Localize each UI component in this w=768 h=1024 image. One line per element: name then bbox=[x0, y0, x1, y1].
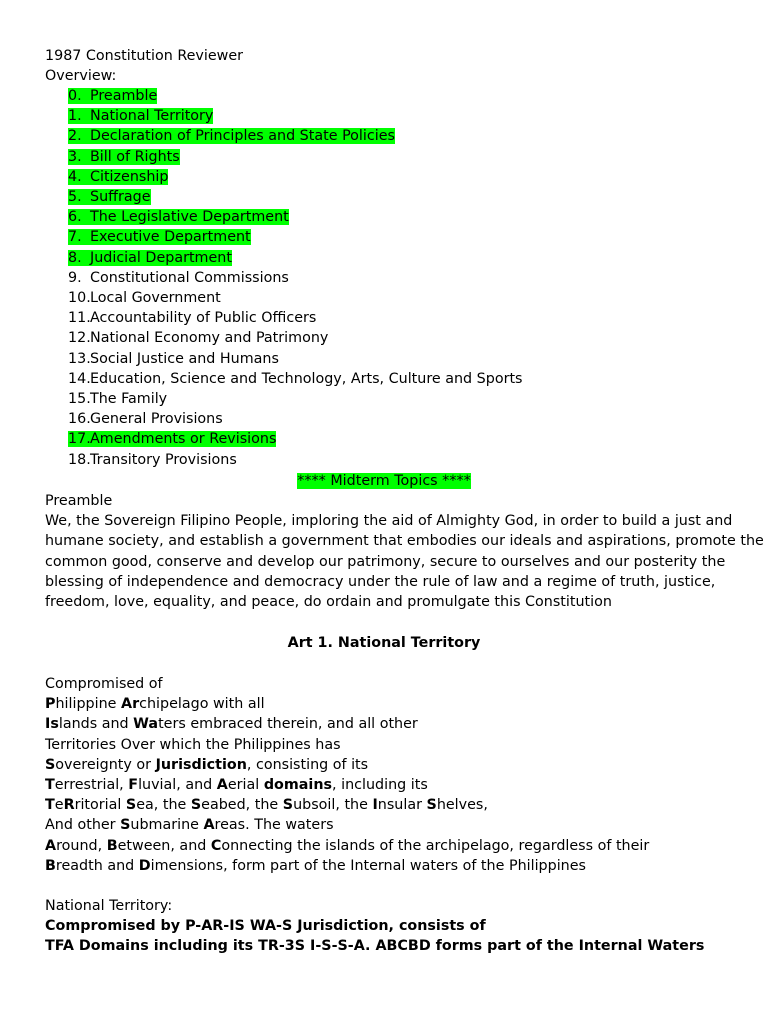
item-text-wrap bbox=[68, 371, 523, 387]
overview-item-label: Bill of Rights bbox=[90, 148, 180, 165]
overview-item-label: Transitory Provisions bbox=[90, 451, 237, 468]
mnemonic-text: , including its bbox=[332, 777, 428, 793]
preamble-line: humane society, and establish a government that embodies our ideals and aspirations, promote the bbox=[45, 533, 764, 550]
item-text-wrap bbox=[68, 351, 279, 367]
overview-item-label: Local Government bbox=[90, 290, 221, 306]
mnemonic-key-letters: F bbox=[128, 777, 139, 793]
overview-item-label: Amendments or Revisions bbox=[90, 431, 277, 448]
mnemonic-line bbox=[45, 735, 341, 755]
item-text-wrap bbox=[68, 270, 289, 286]
overview-item-label: National Economy and Patrimony bbox=[90, 330, 329, 347]
overview-item-label: Judicial Department bbox=[90, 249, 232, 266]
midterm-topics-banner bbox=[0, 471, 768, 491]
overview-item bbox=[68, 369, 523, 389]
mnemonic-key-letters: C bbox=[210, 837, 222, 854]
mnemonic-text: ubsoil, the bbox=[293, 797, 373, 814]
mnemonic-line bbox=[45, 836, 649, 856]
overview-item-number: 2. bbox=[68, 128, 82, 145]
preamble-line: blessing of independence and democracy under the rule of law and a regime of truth, justice, bbox=[45, 573, 716, 590]
mnemonic-key-letters: Is bbox=[45, 716, 59, 733]
mnemonic-text: onnecting the islands of the archipelago, regardless of their bbox=[221, 837, 650, 854]
mnemonic-text: e bbox=[54, 797, 64, 814]
overview-item-label: Social Justice and Humans bbox=[90, 350, 279, 367]
overview-item bbox=[68, 187, 151, 207]
highlighted-item bbox=[68, 108, 213, 124]
mnemonic-key-letters: T bbox=[45, 797, 55, 814]
mnemonic-text: luvial, and bbox=[138, 777, 217, 793]
mnemonic-text: lands and bbox=[58, 716, 134, 733]
article1-heading: Art 1. National Territory bbox=[287, 635, 481, 651]
overview-item-number: 5. bbox=[68, 189, 82, 205]
highlighted-item bbox=[68, 250, 232, 266]
mnemonic-text: , consisting of its bbox=[246, 756, 369, 773]
overview-item bbox=[68, 227, 251, 247]
overview-item bbox=[68, 328, 328, 348]
item-text-wrap bbox=[68, 411, 223, 427]
mnemonic-line bbox=[45, 775, 428, 795]
mnemonic-text: And other bbox=[45, 817, 121, 834]
overview-item-number: 9. bbox=[68, 269, 82, 286]
mnemonic-key-letters: B bbox=[106, 837, 118, 854]
mnemonic-key-letters: S bbox=[426, 797, 437, 814]
overview-item bbox=[68, 389, 167, 409]
preamble-line: common good, conserve and develop our patrimony, secure to ourselves and our posterity the bbox=[45, 553, 726, 570]
overview-item-number: 1. bbox=[68, 108, 82, 125]
overview-item-label: The Family bbox=[90, 391, 168, 407]
overview-item-label: Suffrage bbox=[90, 189, 151, 205]
mnemonic-text: errestrial, bbox=[54, 777, 129, 793]
overview-item-number: 11. bbox=[68, 310, 91, 327]
mnemonic-text: ritorial bbox=[74, 797, 126, 814]
item-text-wrap bbox=[68, 310, 316, 326]
mnemonic-text: ubmarine bbox=[130, 817, 204, 834]
preamble-heading: Preamble bbox=[45, 493, 113, 509]
item-text-wrap bbox=[68, 290, 221, 306]
mnemonic-key-letters: B bbox=[45, 857, 56, 874]
mnemonic-line bbox=[45, 694, 265, 714]
overview-item bbox=[68, 167, 168, 187]
overview-item-label: Constitutional Commissions bbox=[90, 269, 289, 286]
mnemonic-key-letters: S bbox=[125, 797, 137, 814]
overview-item bbox=[68, 207, 289, 227]
mnemonic-text: ea, the bbox=[136, 797, 191, 814]
mnemonic-key-letters: A bbox=[45, 837, 57, 854]
overview-item-number: 0. bbox=[68, 88, 82, 104]
overview-item-number: 7. bbox=[68, 229, 82, 246]
mnemonic-key-letters: Wa bbox=[133, 716, 159, 733]
mnemonic-key-letters: S bbox=[120, 817, 131, 834]
mnemonic-line bbox=[45, 795, 488, 815]
mnemonic-key-letters: A bbox=[203, 817, 215, 834]
mnemonic-key-letters: S bbox=[282, 797, 294, 814]
mnemonic-text: etween, and bbox=[117, 837, 211, 854]
overview-item bbox=[68, 248, 232, 268]
mnemonic-text: erial bbox=[227, 777, 264, 793]
mnemonic-text: nsular bbox=[377, 797, 427, 814]
overview-item-number: 15. bbox=[68, 391, 91, 407]
summary-line: Compromised by P-AR-IS WA-S Jurisdiction, consists of bbox=[45, 918, 486, 934]
mnemonic-key-letters: Ar bbox=[121, 696, 140, 713]
mnemonic-key-letters: P bbox=[45, 696, 56, 713]
overview-item-label: The Legislative Department bbox=[90, 209, 289, 226]
mnemonic-text: imensions, form part of the Internal waters of the Philippines bbox=[150, 857, 586, 874]
mnemonic-text: chipelago with all bbox=[139, 696, 265, 713]
mnemonic-text: Territories Over which the Philippines has bbox=[45, 736, 341, 753]
overview-item bbox=[68, 429, 276, 449]
overview-item-number: 14. bbox=[68, 370, 91, 387]
overview-item bbox=[68, 86, 157, 106]
overview-item-label: Education, Science and Technology, Arts, Culture and Sports bbox=[90, 370, 523, 387]
mnemonic-key-letters: A bbox=[216, 777, 228, 793]
overview-item-number: 16. bbox=[68, 411, 91, 428]
mnemonic-text: helves, bbox=[436, 797, 488, 814]
mnemonic-text: Compromised of bbox=[45, 676, 163, 692]
highlighted-item bbox=[68, 209, 289, 225]
mnemonic-key-letters: Jurisdiction bbox=[155, 756, 247, 773]
highlighted-item bbox=[68, 149, 180, 165]
highlighted-item bbox=[68, 169, 168, 185]
mnemonic-key-letters: R bbox=[63, 797, 75, 814]
overview-item-number: 18. bbox=[68, 451, 91, 468]
overview-item bbox=[68, 349, 279, 369]
overview-item-label: Declaration of Principles and State Policies bbox=[90, 128, 395, 145]
overview-item-label: Accountability of Public Officers bbox=[90, 310, 317, 327]
mnemonic-text: hilippine bbox=[55, 696, 121, 713]
overview-item bbox=[68, 268, 289, 288]
mnemonic-key-letters: S bbox=[45, 756, 56, 773]
item-text-wrap bbox=[68, 330, 328, 346]
mnemonic-line bbox=[45, 674, 163, 694]
mnemonic-key-letters: domains bbox=[263, 777, 333, 793]
highlighted-item bbox=[68, 88, 157, 104]
highlighted-item bbox=[68, 229, 251, 245]
mnemonic-key-letters: D bbox=[138, 857, 151, 874]
mnemonic-key-letters: T bbox=[45, 777, 55, 793]
mnemonic-key-letters: S bbox=[190, 797, 202, 814]
highlighted-item bbox=[68, 128, 395, 144]
overview-item bbox=[68, 308, 316, 328]
overview-label: Overview: bbox=[45, 68, 117, 84]
preamble-body bbox=[45, 511, 764, 612]
highlighted-item bbox=[68, 189, 151, 205]
mnemonic-text: eabed, the bbox=[201, 797, 283, 814]
overview-item-number: 17. bbox=[68, 431, 91, 448]
mnemonic-text: round, bbox=[56, 837, 107, 854]
overview-item-number: 3. bbox=[68, 148, 82, 165]
mnemonic-text: overeignty or bbox=[55, 756, 156, 773]
overview-item-number: 10. bbox=[68, 290, 91, 306]
overview-item-label: National Territory bbox=[90, 108, 214, 125]
mnemonic-line bbox=[45, 755, 368, 775]
overview-item-number: 12. bbox=[68, 330, 91, 347]
item-text-wrap bbox=[68, 452, 237, 468]
overview-item-label: Citizenship bbox=[90, 168, 169, 185]
preamble-line: freedom, love, equality, and peace, do ordain and promulgate this Constitution bbox=[45, 594, 612, 611]
overview-item bbox=[68, 126, 395, 146]
mnemonic-text: ters embraced therein, and all other bbox=[158, 716, 418, 733]
overview-item bbox=[68, 450, 237, 470]
mnemonic-line bbox=[45, 856, 586, 876]
overview-item bbox=[68, 288, 221, 308]
mnemonic-line bbox=[45, 815, 334, 835]
document-title: 1987 Constitution Reviewer bbox=[45, 48, 244, 64]
overview-item-number: 6. bbox=[68, 209, 82, 226]
preamble-line: We, the Sovereign Filipino People, imploring the aid of Almighty God, in order to build a just and bbox=[45, 513, 733, 529]
highlighted-item bbox=[68, 431, 276, 447]
overview-item bbox=[68, 147, 180, 167]
overview-item bbox=[68, 409, 223, 429]
overview-item-number: 13. bbox=[68, 350, 91, 367]
overview-item-label: General Provisions bbox=[90, 411, 223, 428]
mnemonic-line bbox=[45, 714, 418, 734]
overview-item-number: 8. bbox=[68, 249, 82, 266]
mnemonic-text: readth and bbox=[55, 857, 139, 874]
summary-label: National Territory: bbox=[45, 898, 173, 914]
overview-item-label: Preamble bbox=[90, 88, 158, 104]
mnemonic-key-letters: I bbox=[372, 797, 378, 814]
mnemonic-text: reas. The waters bbox=[214, 817, 334, 834]
overview-item-number: 4. bbox=[68, 168, 82, 185]
item-text-wrap bbox=[68, 391, 167, 407]
overview-item bbox=[68, 106, 213, 126]
overview-item-label: Executive Department bbox=[90, 229, 251, 246]
summary-line: TFA Domains including its TR-3S I-S-S-A. ABCBD forms part of the Internal Waters bbox=[45, 938, 705, 955]
midterm-topics-label: **** Midterm Topics **** bbox=[297, 473, 471, 489]
